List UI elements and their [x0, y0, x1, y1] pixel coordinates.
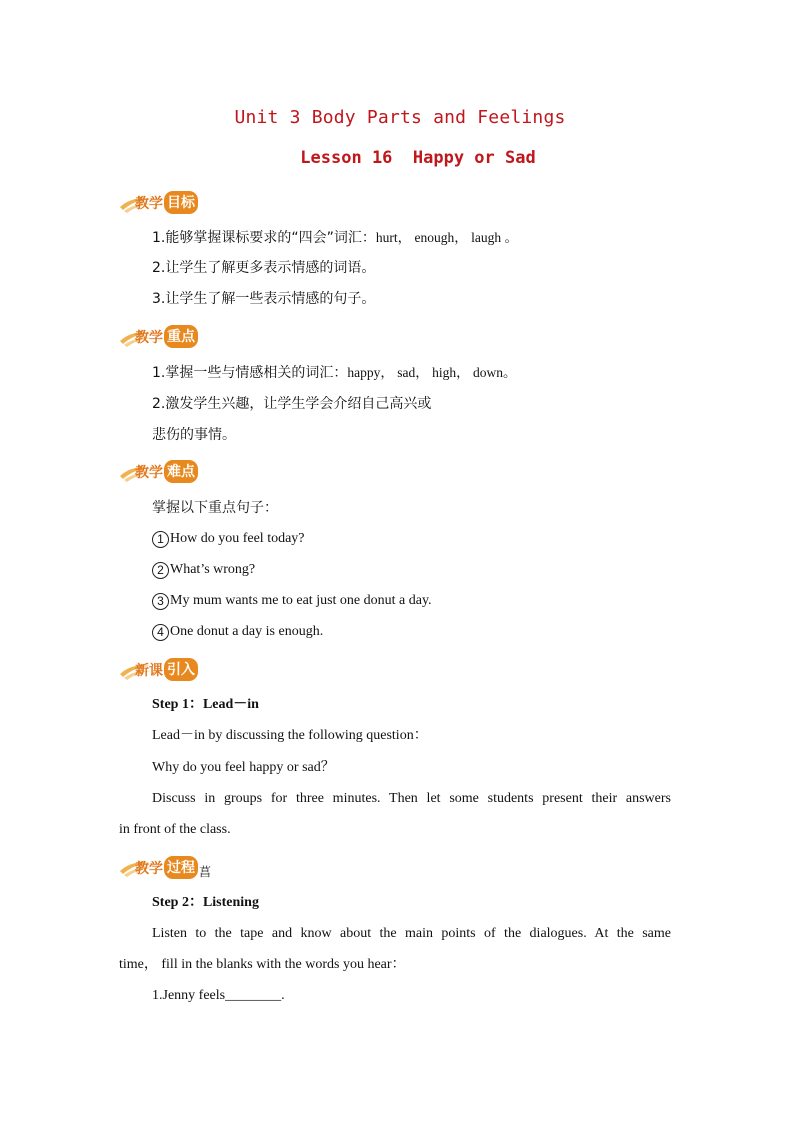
key-point-item-2: 2.激发学生兴趣，让学生学会介绍自己高兴或: [152, 396, 432, 412]
key-sentence-1: 1 How do you feel today?: [152, 531, 305, 548]
key-point-item-1: 1.掌握一些与情感相关的词汇：happy， sad， high， down。: [152, 365, 517, 381]
key-sentence-3: 3 My mum wants me to eat just one donut a day.: [152, 593, 432, 610]
key-sentence-2: 2 What’s wrong?: [152, 562, 255, 579]
header-label-part1: 教学: [135, 464, 163, 481]
lesson-title: Lesson 16 Happy or Sad: [300, 148, 536, 168]
lead-in-paragraph-line-2: in front of the class.: [119, 822, 231, 837]
lead-in-line-1: Lead－in by discussing the following question：: [152, 728, 428, 743]
objective-item-1: 1.能够掌握课标要求的“四会”词汇：hurt， enough， laugh 。: [152, 230, 518, 246]
header-label-part1: 教学: [135, 195, 163, 212]
header-label-part1: 教学: [135, 860, 163, 877]
lead-in-line-2: Why do you feel happy or sad？: [152, 760, 335, 775]
header-label-part2: 难点: [164, 460, 198, 483]
header-label-part2: 过程: [164, 856, 198, 879]
difficulties-intro: 掌握以下重点句子：: [152, 500, 278, 516]
circled-number: 4: [152, 624, 169, 641]
objective-item-2: 2.让学生了解更多表示情感的词语。: [152, 260, 376, 276]
section-header-difficulties: [118, 456, 228, 484]
circled-number: 2: [152, 562, 169, 579]
unit-title: Unit 3 Body Parts and Feelings: [234, 107, 566, 128]
listening-paragraph-line-1: Listen to the tape and know about the main points of the dialogues. At the same: [152, 926, 671, 941]
header-label-part1: 新课: [135, 662, 163, 679]
stray-character: 菖: [199, 865, 212, 879]
circled-number: 3: [152, 593, 169, 610]
section-header-lead-in: [118, 654, 228, 682]
step-2-heading: Step 2：Listening: [152, 895, 259, 910]
key-sentence-4: 4 One donut a day is enough.: [152, 624, 323, 641]
header-label-part2: 引入: [164, 658, 198, 681]
listening-paragraph-line-2: time， fill in the blanks with the words you hear：: [119, 957, 406, 972]
circled-number: 1: [152, 531, 169, 548]
objective-item-3: 3.让学生了解一些表示情感的句子。: [152, 291, 376, 307]
header-label-part1: 教学: [135, 329, 163, 346]
header-label-part2: 重点: [164, 325, 198, 348]
step-1-heading: Step 1：Lead－in: [152, 697, 259, 712]
section-header-objectives: [118, 187, 228, 215]
lead-in-paragraph-line-1: Discuss in groups for three minutes. Then let some students present their answers: [152, 791, 671, 806]
section-header-process: [118, 851, 228, 879]
header-label-part2: 目标: [164, 191, 198, 214]
section-header-key-points: [118, 321, 228, 349]
key-point-continuation: 悲伤的事情。: [152, 427, 236, 443]
fill-blank-item-1: 1.Jenny feels________.: [152, 988, 285, 1003]
